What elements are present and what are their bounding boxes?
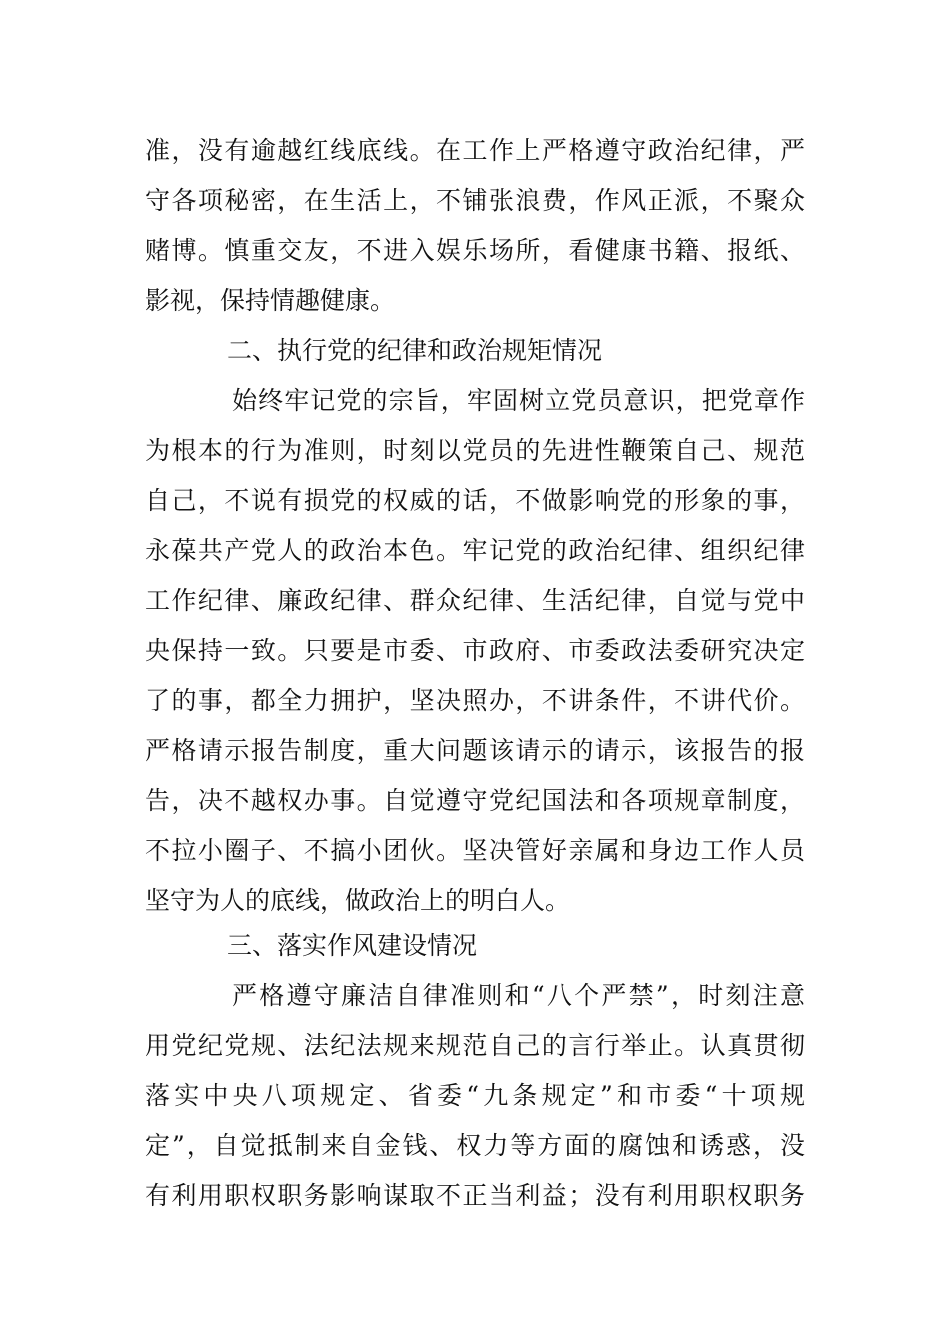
paragraph-3-line-1: 严格遵守廉洁自律准则和“八个严禁”，时刻注意 — [232, 981, 805, 1010]
paragraph-1-line-1: 准，没有逾越红线底线。在工作上严格遵守政治纪律，严 — [145, 136, 805, 165]
paragraph-2-line-5: 工作纪律、廉政纪律、群众纪律、生活纪律，自觉与党中 — [145, 586, 805, 615]
section-heading-2: 二、执行党的纪律和政治规矩情况 — [227, 336, 603, 365]
paragraph-1-line-3: 赌博。慎重交友，不进入娱乐场所，看健康书籍、报纸、 — [145, 236, 805, 265]
section-heading-3: 三、落实作风建设情况 — [227, 931, 478, 960]
paragraph-2-line-6: 央保持一致。只要是市委、市政府、市委政法委研究决定 — [145, 636, 805, 665]
paragraph-1-line-4: 影视，保持情趣健康。 — [145, 286, 396, 315]
paragraph-2-line-4: 永葆共产党人的政治本色。牢记党的政治纪律、组织纪律 — [145, 536, 805, 565]
paragraph-3-line-5: 有利用职权职务影响谋取不正当利益；没有利用职权职务 — [145, 1181, 805, 1210]
paragraph-2-line-11: 坚守为人的底线，做政治上的明白人。 — [145, 886, 571, 915]
paragraph-3-line-4: 定”，自觉抵制来自金钱、权力等方面的腐蚀和诱惑，没 — [145, 1131, 805, 1160]
paragraph-3-line-3: 落实中央八项规定、省委“九条规定”和市委“十项规 — [145, 1081, 805, 1110]
paragraph-2-line-7: 了的事，都全力拥护，坚决照办，不讲条件，不讲代价。 — [145, 686, 805, 715]
paragraph-2-line-10: 不拉小圈子、不搞小团伙。坚决管好亲属和身边工作人员 — [145, 836, 805, 865]
paragraph-2-line-9: 告，决不越权办事。自觉遵守党纪国法和各项规章制度， — [145, 786, 805, 815]
paragraph-2-line-1: 始终牢记党的宗旨，牢固树立党员意识，把党章作 — [232, 386, 805, 415]
paragraph-2-line-3: 自己，不说有损党的权威的话，不做影响党的形象的事， — [145, 486, 805, 515]
paragraph-1-line-2: 守各项秘密，在生活上，不铺张浪费，作风正派，不聚众 — [145, 186, 805, 215]
paragraph-2-line-8: 严格请示报告制度，重大问题该请示的请示，该报告的报 — [145, 736, 805, 765]
paragraph-2-line-2: 为根本的行为准则，时刻以党员的先进性鞭策自己、规范 — [145, 436, 805, 465]
paragraph-3-line-2: 用党纪党规、法纪法规来规范自己的言行举止。认真贯彻 — [145, 1031, 805, 1060]
